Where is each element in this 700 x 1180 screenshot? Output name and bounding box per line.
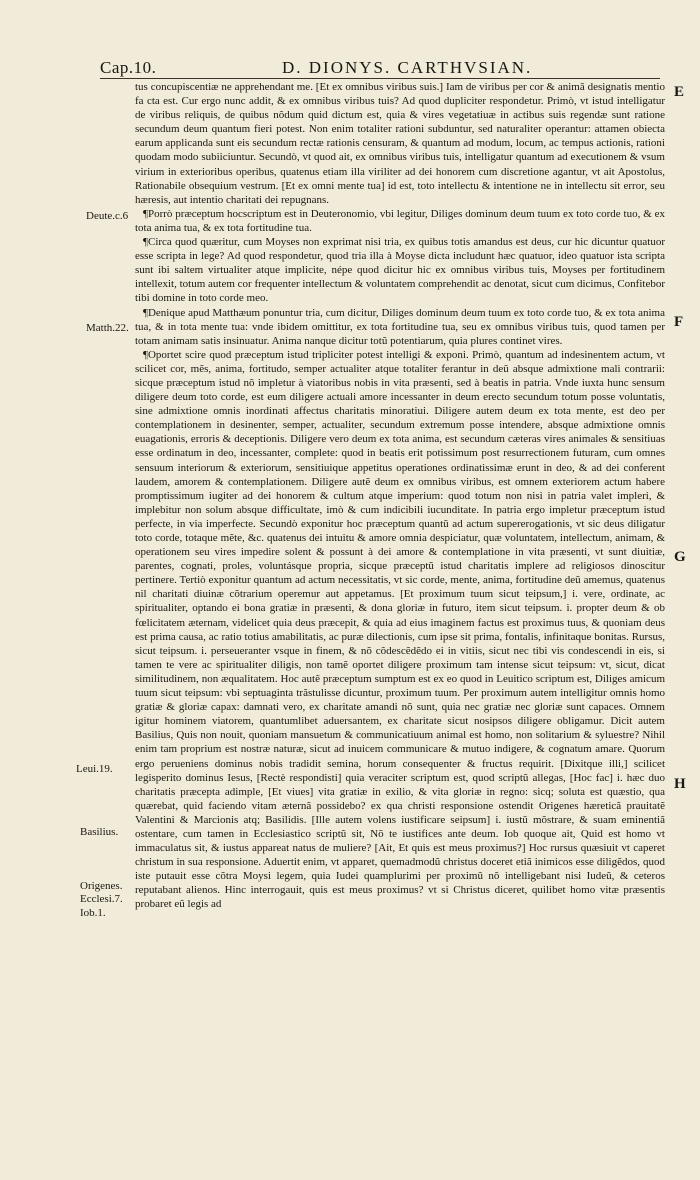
margin-note-basilius: Basilius. — [80, 826, 119, 838]
paragraph-four-powers: ¶Circa quod quæritur, cum Moyses non exprimat nisi tria, ex quibus totis amandus est deus, cur hic dicuntur quatuor esse scripta in lege? Ad quod respondetur, quod tria illa à Moyse dicta includunt hæc quatuor, ideo quatuor ista scripta sunt ibi saltem virtualiter atque implicite, népe quod dicitur hic ex omnibus viribus tuis, Moyses per fortitudinem intellexit, totum autem cor frequenter intellectum & voluntatem comprehendit ac denotat, sicut cum dicimus, Confitebor tibi domine in toto corde meo. — [135, 236, 665, 305]
margin-note-leviticus: Leui.19. — [76, 763, 113, 775]
margin-note-iob: Iob.1. — [80, 907, 106, 919]
paragraph-matthew: ¶Denique apud Matthæum ponuntur tria, cum dicitur, Diliges dominum deum tuum ex toto corde tuo, & ex tota anima tua, & in tota mente tua: vnde ibidem omittitur, ex tota fortitudine tua, seu ex omnibus viribus tuis, quod tamen per totam animam satis insinuatur. Anima nanque dicitur totũ potentiarum, quia plures continet vires. — [135, 306, 665, 347]
main-text-column — [135, 80, 665, 1165]
author-title: D. DIONYS. CARTHVSIAN. — [282, 58, 533, 77]
paragraph-deuteronomy: ¶Porrò præceptum hocscriptum est in Deuteronomio, vbi legitur, Diliges dominum deum tuum ex toto corde tuo, & ex tota anima tua, & ex tota fortitudine tua. — [135, 207, 665, 234]
margin-note-matthew: Matth.22. — [86, 322, 129, 334]
margin-note-origenes: Origenes. — [80, 880, 123, 892]
section-letter-f: F — [674, 314, 684, 330]
paragraph-virtues: tus concupiscentiæ ne apprehendant me. [Et ex omnibus viribus suis.] Iam de viribus per cor & animã designatis mentio fa cta est. Cur ergo nunc addit, & ex omnibus viribus tuis? Ad quod dupliciter respondetur. Primò, vt istud intelligatur de viribus reliquis, de quibus nõdum quid dictum est, quia & vires vegetatiuæ in actibus suis regendæ sunt ratione secundum deum quantum fieri potest. Non enim totaliter rationi subduntur, sed naturaliter operantur: attamen obiecta earum applicanda sunt eis secundum rectæ rationis censuram, & quantum ad modum, locum, ac tempus actionis, rationi quodam modo subiiciuntur. Secundò, vt quod ait, ex omnibus viribus tuis, intelligatur quantum ad executionem & vsum virium in exterioribus operibus, quatenus etiam illa viriliter ad dei honorem cum discretione agantur, vt ait Apostolus, Rationabile obsequium vestrum. [Et ex omni mente tua] id est, toto intellectu & intentione ne in intellectu sit error, seu hæresis, aut intentio charitati dei repugnans. — [135, 81, 665, 206]
header-rule — [100, 78, 660, 79]
paragraph-threefold-exposition: ¶Oportet scire quod præceptum istud tripliciter potest intelligi & exponi. Primò, quantum ad indesinentem actum, vt scilicet cor, mẽs, anima, fortitudo, semper actualiter atque totaliter ferantur in deũ absque admixtione mali contrarii: sicque præceptum istud nõ impletur à viatoribus nobis in vita præsenti, sed à beatis in patria. Vnde iuxta hunc sensum diligere deum toto corde, est eum diligere actuali amore incessanter in deum erecto secundum totum posse voluntatis, sine admixtione omnis inordinati affectus charitatis minoratiui. Diligere autem deum ex tota mente, est deo per contemplationem in desinenter, semper, actualiter, secundum extremum posse intendere, absque admixtione omnis euagationis, erroris & deceptionis. Diligere vero deum ex tota anima, est secundum cæteras vires animales & sensitiuas esse ordinatum in deo, incessanter, complete: quod in beatis erit potissimum post resurrectionem futuram, cum omnes sensuum interiorum & exteriorum, sensitiuique appetitus operationes ordinatissimæ erunt in deo, & ad dei conferent laudem, amorem & contemplationem. Diligere autẽ deum ex omnibus viribus, est omnem exteriorem actum habere promptissimum iugiter ad dei honorem & cultum atque imperium: quod totum non nisi in patria valet impleri, & implebitur non solum absque difficultate, imò & cum indicibili iucunditate. In patria ergo impletur præceptum istud perfecte, in via imperfecte. Secundò exponitur hoc præceptum quantũ ad actum supererogationis, vt sic deus diligatur toto corde, totaque mẽte, &c. quatenus dei intuitu & amore omnia despiciatur, quæ voluntatem, intellectum, animam, & operationem seu vires impedire solent & possunt à dei amore & contemplatione in vita præsenti, vt sunt diuitiæ, parentes, cognati, proles, voluntásque propria, sicque præceptũ istud charitatis implere ad religiosos dinoscitur pertinere. Tertiò exponitur quantum ad actum necessitatis, vt sic corde, mente, anima, fortitudine deũ amemus, quatenus nil charitati diuinæ cõtrarium operemur aut appetamus. [Et proximum tuum sicut teipsum,] i. vere, ordinate, ac spiritualiter, optando ei bona gratiæ in præsenti, & dona gloriæ in futuro, item sicut teipsum. i. propter deum & ob fœlicitatem æternam, videlicet quia deus præcepit, & quia ad eius imaginem factus est proximus tuus, & quoniam deus est prima causa, ac ratio totius amabilitatis, ac puræ dilectionis, cum ipse sit prima, fontalis, infinitaque bonitas. Rursus, sicut teipsum. i. perseueranter vsque in finem, & nõ cõdescẽdẽdo ei in vitiis, sicut nec tibi vis condescendi in eis, si tamen te vere ac spiritualiter diligis, non tamẽ oportet diligere proximum tam intense sicut teipsum: vt, sicut, dicat similitudinem, non æqualitatem. Hoc autẽ præceptum sumptum est ex eo quod in Leuitico scriptum est, Diliges amicum tuum sicut teipsum: vbi septuaginta trãstulisse dicuntur, proximum tuum. Per proximum autem intelligitur omnis homo gratiæ & gloriæ capax: damnati vero, ex charitate amandi nõ sunt, quia nec gratiæ nec gloriæ sunt capaces. Omnem igitur hominem viatorem, quantumlibet aduersantem, ex charitate sicut nosipsos diligere obligamur. Dicit autem Basilius, Quis non nouit, quoniam mansuetum & communicatiuum animal est homo, non solitarium & syluestre? Nihil enim tam proprium est nostræ naturæ, sicut ad inuicem communicare & mutuo indigere, & cognatum amare. Quorum ergo perueniens dominus nobis tradidit semina, horum consequenter & fructus requirit. [Dixitque illi,] scilicet legisperito dominus Iesus, [Rectè respondisti] quia veraciter scriptum est, quod scriptũ allegas, [Hoc fac] i. hæc duo charitatis præcepta adimple, [Et viues] vita gratiæ in exilio, & vita gloriæ in regno: sicq; soluta est quæstio, qua quærebat, quid faciendo vitam æternã possidebo? ex qua christi responsione ostendit Origenes hæreticã prauitatẽ Valentini & Marcionis atq; Basilidis. [Ille autem volens iustificare seipsum] i. iustũ mõstrare, & suam eminentiã ostentare, cum tamen in Ecclesiastico scriptũ sit, Nõ te iustifices ante deum. Iob quoque ait, Quid est homo vt immaculatus sit, & iustus appareat natus de muliere? [Ait, Et quis est meus proximus?] Hoc rursus quæsiuit vt caperet christum in sua responsione. Aduertit enim, vt apparet, quemadmodũ christus doceret etiã inimicos esse diligẽdos, quod iste putauit esse cõtra Moysi legem, quia Iudei quamplurimi per proximũ nõ intelligebant nisi Iudeũ, & ceteros reputabant alienos. Hinc interrogauit, quis est meus proximus? vt si Christus diceret, quilibet homo vitæ præsentis probaret eũ legis ad — [135, 348, 665, 911]
chapter-label: Cap.10. — [100, 58, 157, 77]
margin-note-deuteronomy: Deute.c.6 — [86, 210, 129, 222]
margin-note-ecclesiasticus: Ecclesi.7. — [80, 893, 123, 905]
section-letter-e: E — [674, 84, 685, 100]
section-letter-g: G — [674, 549, 686, 565]
section-letter-h: H — [674, 776, 686, 792]
running-head — [100, 58, 660, 80]
